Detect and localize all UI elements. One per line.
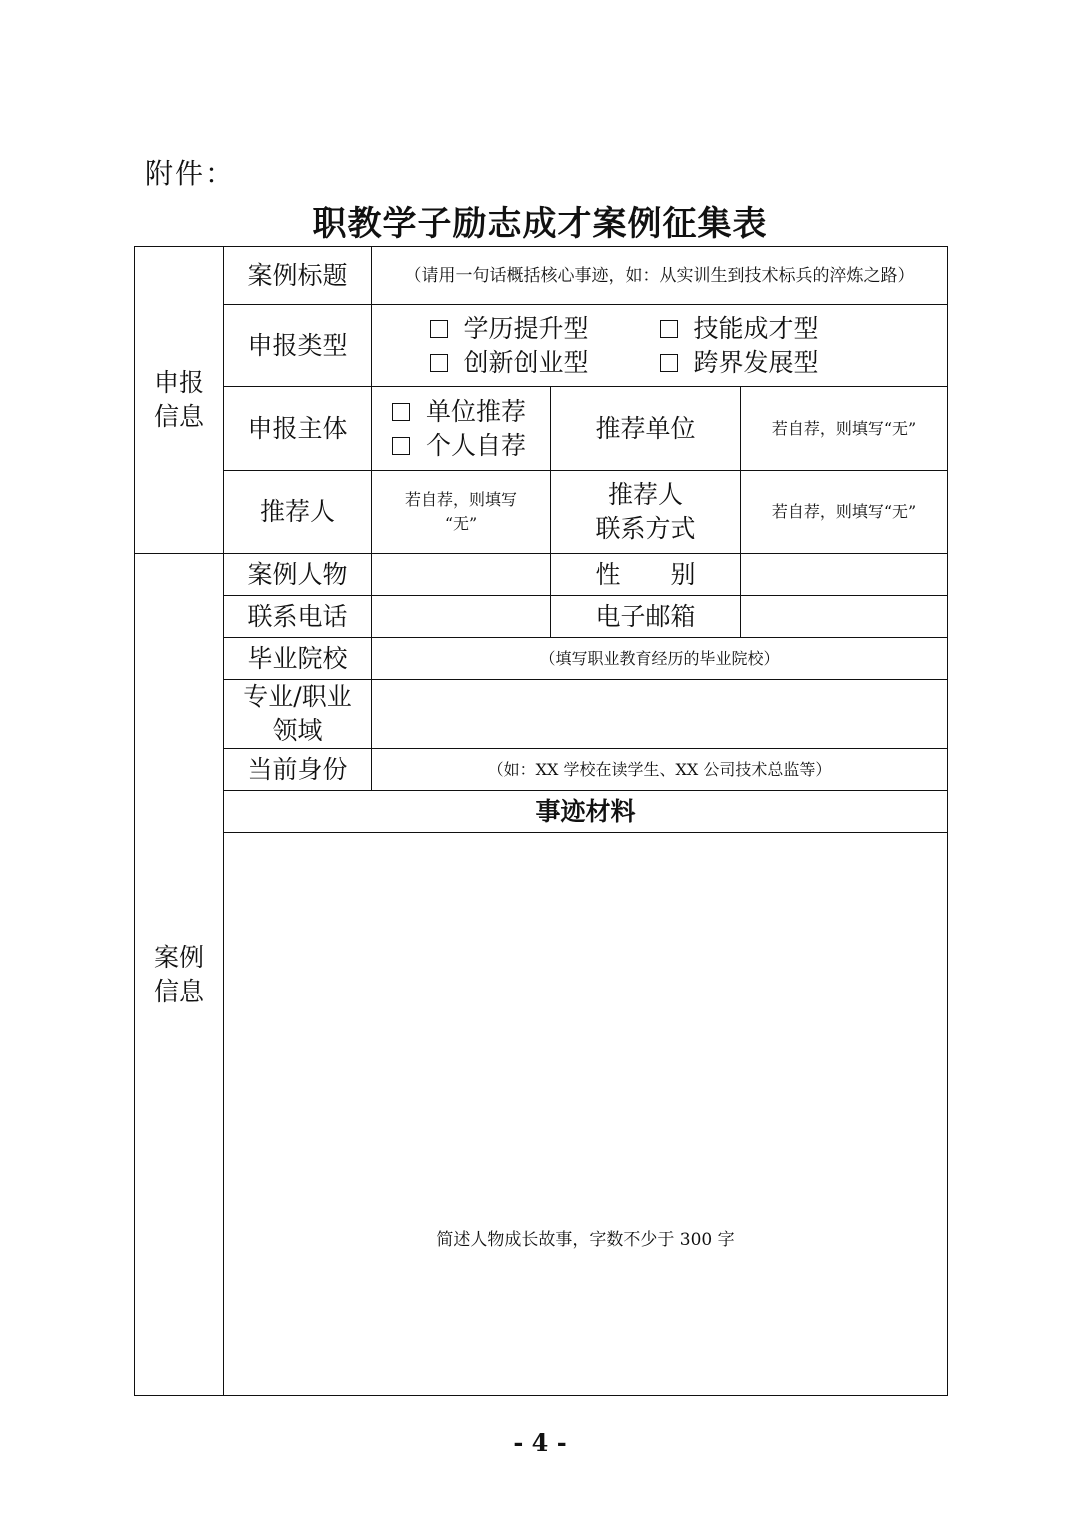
checkbox-icon[interactable] [392, 437, 410, 455]
checkbox-icon[interactable] [660, 320, 678, 338]
checkbox-icon[interactable] [430, 354, 448, 372]
school-label: 毕业院校 [224, 638, 372, 680]
recommend-unit-field[interactable] [741, 387, 948, 471]
page-number: - 4 - [513, 1428, 567, 1457]
materials-hint: 简述人物成长故事，字数不少于 300 字 [436, 1230, 735, 1250]
major-field[interactable] [372, 680, 948, 749]
materials-header: 事迹材料 [224, 791, 948, 833]
case-title-field[interactable] [372, 247, 948, 305]
recommend-unit-hint: 若自荐，则填写“无” [771, 418, 917, 438]
email-label: 电子邮箱 [551, 596, 741, 638]
declaration-type-options [372, 305, 948, 387]
case-title-label: 案例标题 [224, 247, 372, 305]
form-title: 职教学子励志成才案例征集表 [312, 204, 768, 244]
identity-label: 当前身份 [224, 749, 372, 791]
recommender-label: 推荐人 [224, 471, 372, 554]
checkbox-icon[interactable] [430, 320, 448, 338]
identity-hint: （如：XX 学校在读学生、XX 公司技术总监等） [487, 759, 832, 779]
phone-field[interactable] [372, 596, 551, 638]
school-field[interactable] [372, 638, 948, 680]
recommender-hint: 若自荐，则填写 “无” [404, 490, 517, 533]
option-self-recommend[interactable]: 个人自荐 [392, 429, 526, 463]
option-innovation-entrepreneurship[interactable]: 创新创业型 [430, 346, 660, 380]
section-declaration-info: 申报 信息 [135, 247, 224, 554]
materials-field[interactable] [224, 833, 948, 1396]
school-hint: （填写职业教育经历的毕业院校） [539, 648, 780, 668]
major-label: 专业/职业 领域 [224, 680, 372, 749]
option-unit-recommend[interactable]: 单位推荐 [392, 395, 526, 429]
attachment-label: 附件： [145, 157, 236, 190]
case-person-label: 案例人物 [224, 554, 372, 596]
section-case-info: 案例 信息 [135, 554, 224, 1396]
recommender-field[interactable] [372, 471, 551, 554]
checkbox-icon[interactable] [392, 403, 410, 421]
gender-label: 性 别 [551, 554, 741, 596]
recommend-unit-label: 推荐单位 [551, 387, 741, 471]
recommender-contact-hint: 若自荐，则填写“无” [771, 502, 917, 521]
option-skill-success[interactable]: 技能成才型 [660, 312, 890, 346]
phone-label: 联系电话 [224, 596, 372, 638]
checkbox-icon[interactable] [660, 354, 678, 372]
case-title-hint: （请用一句话概括核心事迹，如：从实训生到技术标兵的淬炼之路） [404, 265, 915, 286]
declaration-type-label: 申报类型 [224, 305, 372, 387]
recommender-contact-field[interactable] [741, 471, 948, 554]
collection-form-table [134, 246, 948, 1396]
option-academic-upgrade[interactable]: 学历提升型 [430, 312, 660, 346]
case-person-field[interactable] [372, 554, 551, 596]
declaration-subject-options [372, 387, 551, 471]
option-cross-field-development[interactable]: 跨界发展型 [660, 346, 890, 380]
declaration-subject-label: 申报主体 [224, 387, 372, 471]
gender-field[interactable] [741, 554, 948, 596]
identity-field[interactable] [372, 749, 948, 791]
email-field[interactable] [741, 596, 948, 638]
recommender-contact-label: 推荐人 联系方式 [551, 471, 741, 554]
